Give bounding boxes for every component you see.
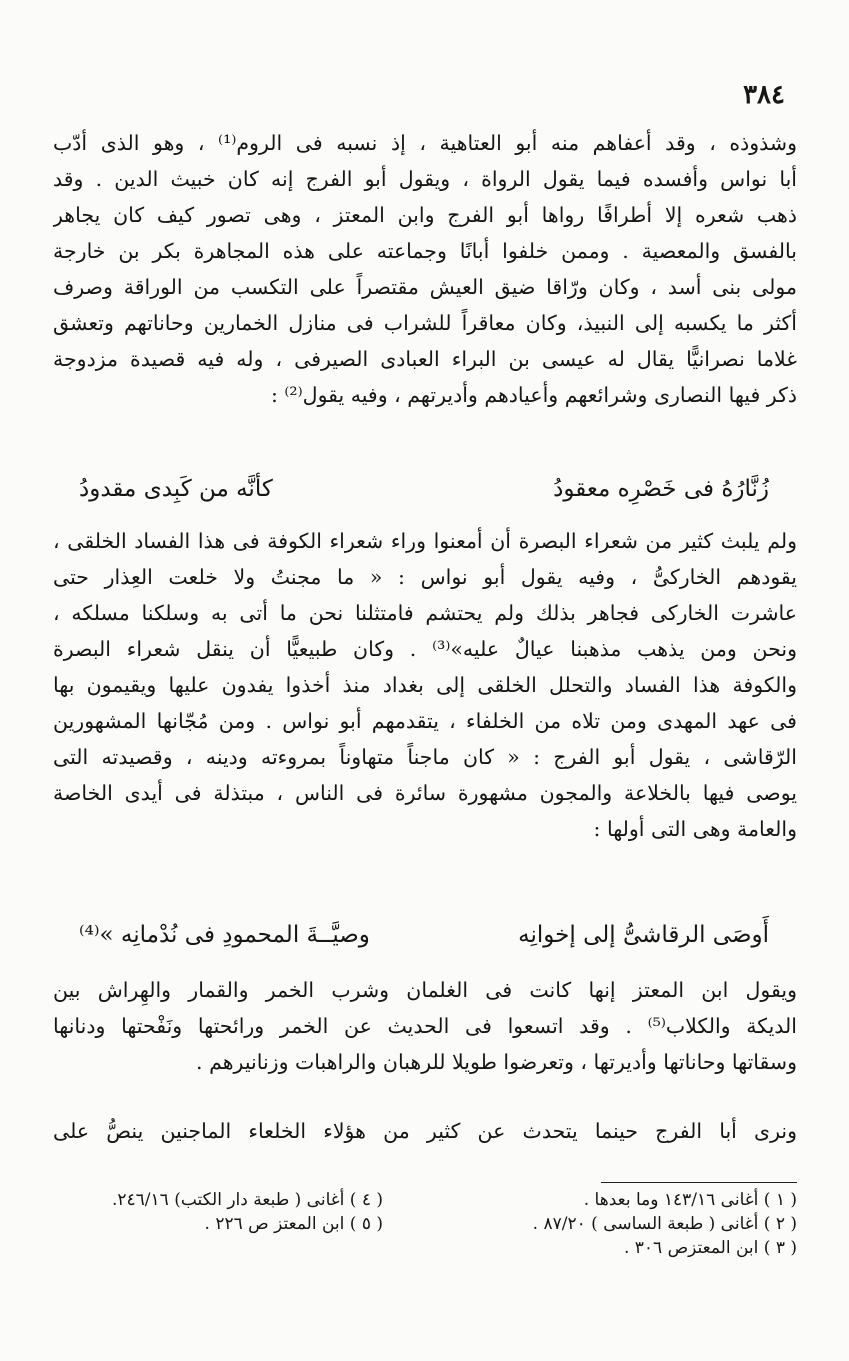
text-line: ولم يلبث كثير من شعراء البصرة أن أمعنوا وراء شعراء الكوفة فى هذا الفساد الخلقى ،	[53, 529, 797, 553]
footnote-3: ( ٣ ) ابن المعتزص ٣٠٦ .	[623, 1238, 797, 1258]
text-line: بالفسق والمعصية . وممن خلفوا أبانًا وجماعته على هذه المجاهرة بكر بن خارجة	[53, 239, 797, 263]
verse-hemistich-first: زُنَّارُهُ فى خَصْرِه معقودُ	[553, 476, 769, 502]
text-line: يقودهم الخاركىُّ ، وفيه يقول أبو نواس : « ما مجنتُ ولا خلعت العِذار حتى	[53, 565, 797, 589]
text-line: عاشرت الخاركى فجاهر بذلك ولم يحتشم فامتثلنا نحن ما أتى به وسلكنا مسلكه ،	[53, 601, 797, 625]
text-line: مولى بنى أسد ، وكان ورّاقا ضيق العيش مقتصراً على التكسب من الوراقة وصرف	[53, 275, 797, 299]
verse-hemistich-second: كأنَّه من كَبِدى مقدودُ	[79, 476, 273, 502]
paragraph-2	[53, 523, 797, 847]
footnotes-column-right	[467, 1188, 797, 1260]
footnote-5: ( ٥ ) ابن المعتز ص ٢٢٦ .	[204, 1214, 383, 1234]
footnote-2: ( ٢ ) أغانى ( طبعة الساسى ) ٨٧/٢٠ .	[532, 1214, 797, 1234]
footnote-divider	[601, 1182, 797, 1183]
paragraph-3	[53, 972, 797, 1080]
verse-hemistich-first: أَوصَى الرقاشىُّ إلى إخوانِه	[518, 922, 769, 948]
footnotes-column-left	[53, 1188, 383, 1260]
text-line: غلاما نصرانيًّا يقال له عيسى بن البراء العبادى الصيرفى ، وله فيه قصيدة مزدوجة	[53, 347, 797, 371]
verse-hemistich-second: وصيَّــةَ المحمودِ فى نُدْمانِه »⁽⁴⁾	[79, 922, 370, 948]
page-number: ٣٨٤	[743, 80, 785, 110]
verse-1	[79, 467, 769, 511]
footnote-4: ( ٤ ) أغانى ( طبعة دار الكتب) ٢٤٦/١٦.	[112, 1190, 383, 1210]
text-line: ذهب شعره إلا أطرافًا رواها أبو الفرج وابن المعتز ، وهى تصور كيف كان يجاهر	[53, 203, 797, 227]
paragraph-4	[53, 1113, 797, 1149]
paragraph-1	[53, 125, 797, 413]
text-line: الرّقاشى ، يقول أبو الفرج : « كان ماجناً متهاوناً بمروءته ودينه ، وقصيدته التى	[53, 745, 797, 769]
text-line: ويقول ابن المعتز إنها كانت فى الغلمان وشرب الخمر والقمار والهِراش بين	[53, 978, 797, 1002]
text-line: أكثر ما يكسبه إلى النبيذ، وكان معاقراً للشراب فى منازل الخمارين وحاناتهم وتعشق	[53, 311, 797, 335]
footnotes	[53, 1188, 797, 1260]
text-line: ونحن ومن يذهب مذهبنا عيالٌ عليه»⁽³⁾ . وكان طبيعيًّا أن ينقل شعراء البصرة	[53, 637, 797, 661]
text-line: الديكة والكلاب⁽⁵⁾ . وقد اتسعوا فى الحديث عن الخمر ورائحتها ونَفْحتها ودنانها	[53, 1014, 797, 1038]
text-line: ونرى أبا الفرج حينما يتحدث عن كثير من هؤلاء الخلعاء الماجنين ينصُّ على	[53, 1119, 797, 1143]
text-line: والكوفة هذا الفساد والتحلل الخلقى إلى بغداد منذ أخذوا يفدون عليها ويقيمون بها	[53, 673, 797, 697]
text-line: أبا نواس وأفسده فيما يقول الرواة ، ويقول أبو الفرج إنه كان خبيث الدين . وقد	[53, 167, 797, 191]
text-line: وشذوذه ، وقد أعفاهم منه أبو العتاهية ، إذ نسبه فى الروم⁽¹⁾ ، وهو الذى أدّب	[53, 131, 797, 155]
text-line: فى عهد المهدى ومن تلاه من الخلفاء ، يتقدمهم أبو نواس . ومن مُجّانها المشهورين	[53, 709, 797, 733]
text-line: والعامة وهى التى أولها :	[593, 817, 797, 841]
footnote-1: ( ١ ) أغانى ١٤٣/١٦ وما بعدها .	[583, 1190, 797, 1210]
text-line: وسقاتها وحاناتها وأديرتها ، وتعرضوا طويلا للرهبان والراهبات وزنانيرهم .	[196, 1050, 797, 1074]
text-line: يوصى فيها بالخلاعة والمجون مشهورة سائرة فى الناس ، مبتذلة فى أيدى الخاصة	[53, 781, 797, 805]
verse-2	[79, 913, 769, 957]
text-line: ذكر فيها النصارى وشرائعهم وأعيادهم وأديرتهم ، وفيه يقول⁽²⁾ :	[270, 383, 797, 407]
